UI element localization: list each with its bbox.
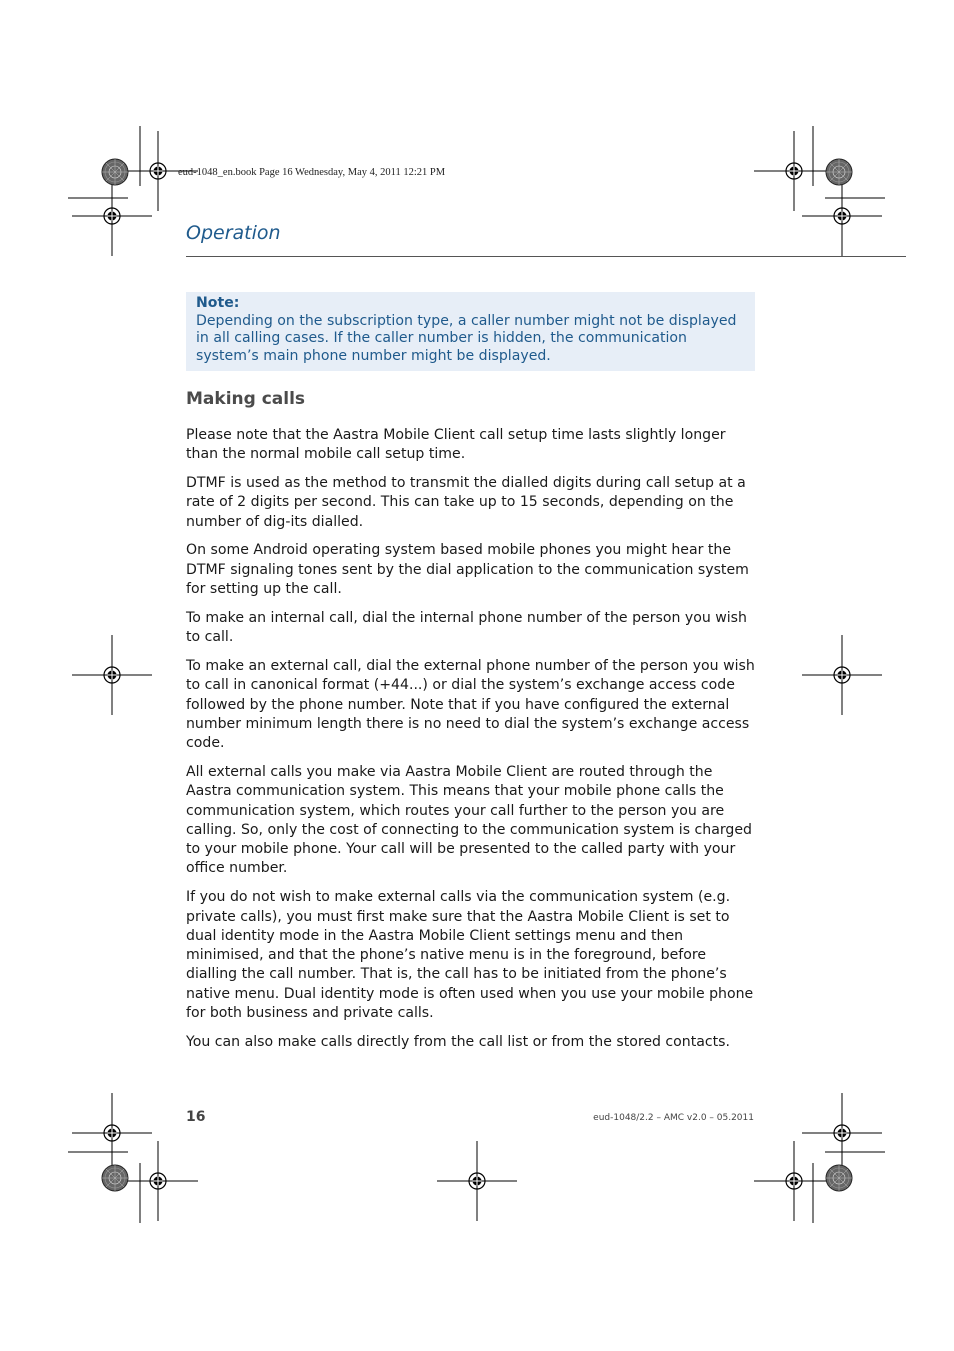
paragraph: Please note that the Aastra Mobile Client call setup time lasts slightly longer than the normal mobile call setup time. bbox=[186, 427, 726, 463]
paragraph: To make an internal call, dial the internal phone number of the person you wish to call. bbox=[186, 609, 747, 646]
paragraph: All external calls you make via Aastra Mobile Client are routed through the Aastra communication system. This means that your mobile phone calls the communication system, which routes your call further to the person you are calling. So, only the cost of connecting to the communication system is charged to your mobile phone. Your call will be presented to the called party with your office number. bbox=[186, 763, 752, 877]
print-slug: eud-1048_en.book Page 16 Wednesday, May 4, 2011 12:21 PM bbox=[178, 167, 446, 178]
note-label: Note: bbox=[196, 295, 240, 311]
section-title: Operation bbox=[186, 222, 281, 244]
paragraph: On some Android operating system based mobile phones you might hear the DTMF signaling tones sent by the dial application to the communication system for setting up the call. bbox=[186, 542, 749, 598]
header-divider bbox=[186, 256, 906, 257]
note-box bbox=[186, 292, 755, 371]
page-number: 16 bbox=[186, 1109, 206, 1125]
paragraph: To make an external call, dial the external phone number of the person you wish to call in canonical format (+44...) or dial the system’s exchange access code followed by the phone number. Note that if you have configured the external number minimum length there is no need to dial the system’s exchange access code. bbox=[186, 657, 755, 752]
paragraph: If you do not wish to make external calls via the communication system (e.g. private calls), you must first make sure that the Aastra Mobile Client is set to dual identity mode in the Aastra Mobile Client settings menu and then minimised, and that the phone’s native menu is in the foreground, before dialling the call number. That is, the call has to be initiated from the phone’s native menu. Dual identity mode is often used when you use your mobile phone for both business and private calls. bbox=[186, 889, 754, 1022]
body-text bbox=[186, 426, 758, 1062]
section-heading: Making calls bbox=[186, 389, 306, 409]
paragraph: You can also make calls directly from the call list or from the stored contacts. bbox=[186, 1033, 730, 1050]
document-id: eud-1048/2.2 – AMC v2.0 – 05.2011 bbox=[593, 1113, 754, 1123]
note-text: Depending on the subscription type, a caller number might not be displayed in all calling cases. If the caller number is hidden, the communication system’s main phone number might be displayed. bbox=[196, 312, 737, 364]
paragraph: DTMF is used as the method to transmit the dialled digits during call setup at a rate of 2 digits per second. This can take up to 15 seconds, depending on the number of dig-its dialled. bbox=[186, 475, 746, 530]
